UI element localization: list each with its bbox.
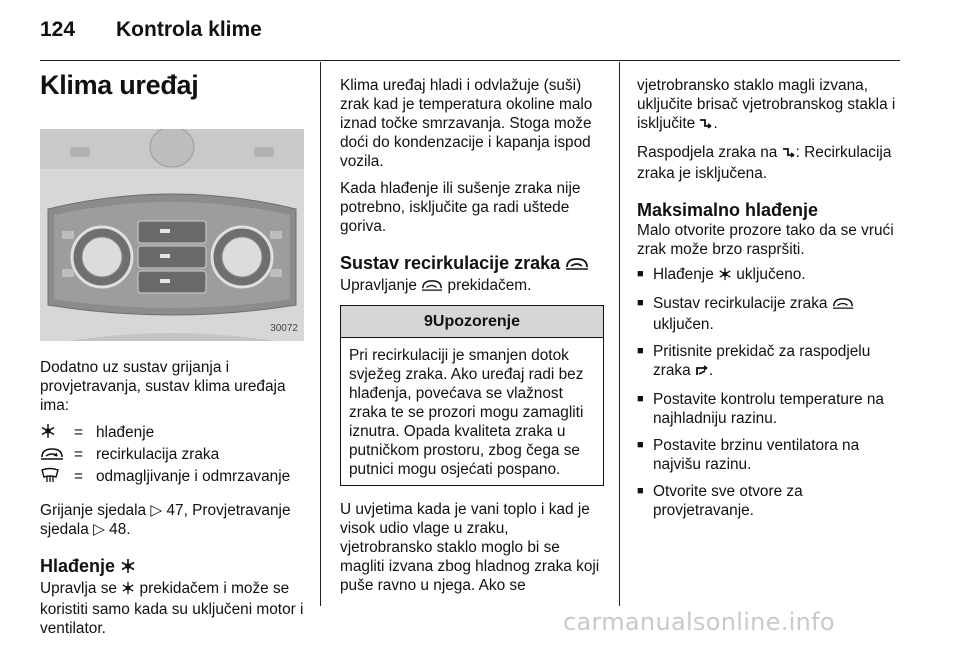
paragraph-cooling: Klima uređaj hladi i odvlažuje (suši) zrak kad je temperatura okoline malo iznad točke smrzavanja. Stoga može doći do kondenzacije i kapanja ispod vozila. — [340, 77, 593, 170]
recirculation-heading-text: Sustav recirkulacije zraka — [340, 253, 561, 273]
recirculation-icon — [832, 296, 854, 315]
recirculation-text-b: prekidačem. — [443, 277, 532, 294]
paragraph-humidity: U uvjetima kada je vani toplo i kad je visok udio vlage u zraku, vjetrobransko staklo moglo bi se magliti izvana zbog hladnog zraka koji puše ravno u njega. Ako se — [340, 501, 600, 594]
page-heading: Klima uređaj — [40, 70, 199, 100]
recirculation-icon — [40, 447, 64, 467]
max-cooling-heading: Maksimalno hlađenje — [637, 200, 819, 220]
cooling-text — [40, 579, 306, 638]
equals-sign: = — [74, 424, 83, 441]
recirculation-icon — [565, 254, 589, 276]
cooling-text-b: prekidačem i može se koristiti samo kada su uključeni motor i ventilator. — [40, 580, 304, 637]
snowflake-icon — [718, 267, 732, 286]
intro-text: Dodatno uz sustav grijanja i provjetravanja, sustav klima uređaja ima: — [40, 359, 286, 414]
column-divider-2 — [619, 62, 620, 606]
max-cooling-intro: Malo otvorite prozore tako da se vrući zrak može brzo raspršiti. — [637, 222, 894, 258]
recirculation-text — [340, 276, 604, 297]
max-cooling-steps — [637, 265, 903, 520]
column-divider-1 — [320, 62, 321, 606]
wiper-text-b: . — [713, 115, 718, 132]
snowflake-icon — [40, 423, 56, 445]
symbol-legend — [40, 423, 290, 489]
seat-ref-1: 47, Provjetravanje sjedala — [40, 502, 291, 538]
header-rule — [40, 60, 900, 61]
page-ref-arrow-icon: ▷ — [93, 521, 105, 538]
page-number: 124 — [40, 18, 76, 41]
paragraph-save-fuel: Kada hlađenje ili sušenje zraka nije potrebno, isključite ga radi uštede goriva. — [340, 180, 581, 235]
legend-row — [40, 445, 290, 467]
legend-label: hlađenje — [96, 424, 155, 441]
page-ref-arrow-icon: ▷ — [150, 502, 163, 519]
defog-icon — [40, 467, 60, 489]
column-2 — [340, 76, 604, 603]
air-distribution-icon — [782, 145, 796, 164]
step-text: Sustav recirkulacije zraka — [653, 295, 832, 312]
step-text: uključen. — [653, 316, 714, 333]
list-item — [637, 342, 903, 382]
figure-number: 30072 — [270, 323, 298, 334]
section-title: Kontrola klime — [116, 18, 262, 41]
list-item: ■ Otvorite sve otvore za provjetravanje. — [637, 482, 903, 520]
snowflake-icon — [121, 581, 135, 600]
recirculation-text-a: Upravljanje — [340, 277, 422, 294]
watermark: carmanualsonline.info — [563, 608, 835, 636]
column-1 — [40, 70, 306, 646]
paragraph-wiper — [637, 76, 903, 135]
distribution-text-b: : Recirkulacija zraka je isključena. — [637, 144, 892, 182]
cooling-heading — [40, 555, 306, 579]
warning-title: Upozorenje — [432, 313, 521, 330]
equals-sign: = — [74, 468, 83, 485]
seat-reference — [40, 501, 306, 539]
step-text: Pritisnite prekidač za raspodjelu zraka — [653, 343, 871, 379]
wiper-text-a: vjetrobransko staklo magli izvana, uključite brisač vjetrobranskog stakla i isključite — [637, 77, 896, 132]
warning-header — [341, 306, 603, 338]
seat-text: Grijanje sjedala — [40, 502, 151, 519]
snowflake-icon — [120, 557, 136, 579]
page-header — [40, 18, 262, 42]
warning-icon: 9 — [423, 313, 433, 330]
legend-row — [40, 467, 290, 489]
list-item — [637, 265, 903, 286]
list-item: ■ Postavite kontrolu temperature na najhladniju razinu. — [637, 390, 903, 428]
step-text: uključeno. — [732, 266, 806, 283]
warning-box — [340, 305, 604, 486]
paragraph-distribution — [637, 143, 903, 183]
cooling-heading-text: Hlađenje — [40, 556, 116, 576]
distribution-text-a: Raspodjela zraka na — [637, 144, 782, 161]
legend-row — [40, 423, 290, 445]
recirculation-heading — [340, 252, 604, 276]
cooling-text-a: Upravlja se — [40, 580, 122, 597]
step-text: . — [708, 362, 714, 379]
windshield-airflow-icon — [695, 363, 709, 382]
seat-ref-2: 48. — [104, 521, 131, 538]
column-3 — [637, 76, 903, 528]
legend-label: odmagljivanje i odmrzavanje — [96, 468, 291, 485]
legend-label: recirkulacija zraka — [96, 446, 220, 463]
climate-panel-photo — [40, 129, 304, 341]
list-item: ■ Postavite brzinu ventilatora na najvišu razinu. — [637, 436, 903, 474]
air-distribution-icon — [699, 116, 713, 135]
warning-body: Pri recirkulaciji je smanjen dotok svježeg zraka. Ako uređaj radi bez hlađenja, povećava se vlažnost zraka te se prozori mogu zamagliti iznutra. Opada kvaliteta zraka u putničkom prostoru, zbog čega se putnici mogu osjećati pospano. — [349, 347, 584, 478]
list-item — [637, 294, 903, 334]
step-text: Hlađenje — [653, 266, 719, 283]
recirculation-icon — [421, 278, 443, 297]
equals-sign: = — [74, 446, 83, 463]
